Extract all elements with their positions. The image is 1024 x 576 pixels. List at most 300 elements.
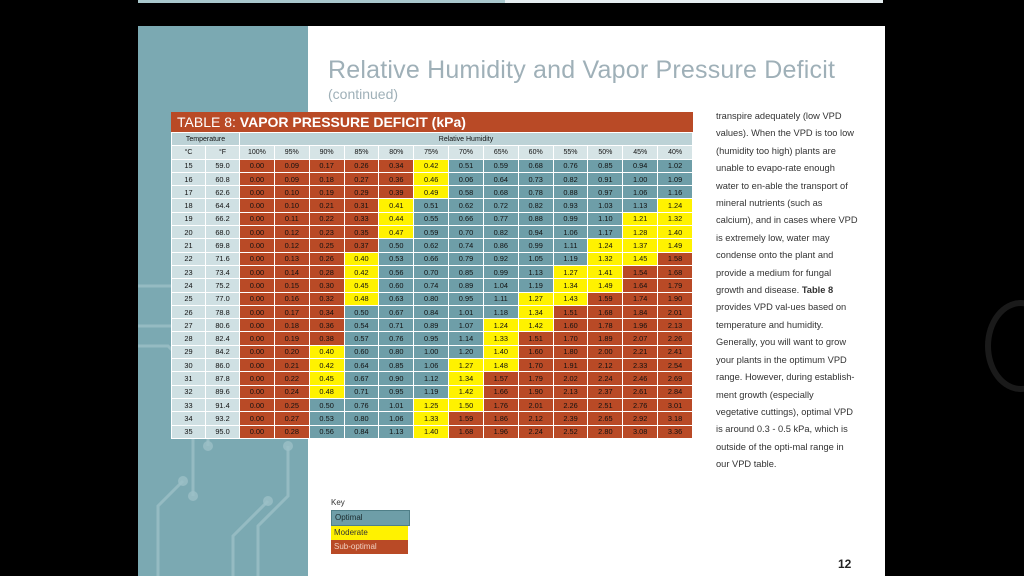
temperature-header: Temperature <box>172 133 240 146</box>
vpd-cell: 1.05 <box>518 252 553 265</box>
vpd-cell: 0.29 <box>344 186 379 199</box>
vpd-cell: 0.62 <box>414 239 449 252</box>
vpd-cell: 1.64 <box>623 279 658 292</box>
vpd-cell: 0.09 <box>274 159 309 172</box>
vpd-cell: 0.16 <box>274 292 309 305</box>
vpd-cell: 0.71 <box>379 319 414 332</box>
temp-celsius-cell: 17 <box>172 186 206 199</box>
vpd-cell: 0.32 <box>309 292 344 305</box>
vpd-cell: 1.78 <box>588 319 623 332</box>
vpd-cell: 0.42 <box>309 359 344 372</box>
vpd-cell: 2.07 <box>623 332 658 345</box>
vpd-cell: 0.28 <box>309 265 344 278</box>
vpd-cell: 0.51 <box>449 159 484 172</box>
vpd-cell: 1.90 <box>518 385 553 398</box>
vpd-cell: 0.00 <box>240 332 275 345</box>
vpd-cell: 2.12 <box>588 359 623 372</box>
vpd-cell: 0.67 <box>344 372 379 385</box>
vpd-cell: 0.56 <box>309 425 344 438</box>
vpd-cell: 1.86 <box>483 412 518 425</box>
temp-celsius-cell: 24 <box>172 279 206 292</box>
vpd-cell: 1.04 <box>483 279 518 292</box>
vpd-cell: 0.11 <box>274 212 309 225</box>
vpd-cell: 0.00 <box>240 398 275 411</box>
vpd-cell: 1.34 <box>449 372 484 385</box>
vpd-cell: 0.00 <box>240 279 275 292</box>
vpd-cell: 0.68 <box>483 186 518 199</box>
temp-celsius-cell: 22 <box>172 252 206 265</box>
vpd-cell: 0.40 <box>344 252 379 265</box>
vpd-cell: 0.89 <box>414 319 449 332</box>
temp-fahrenheit-cell: 73.4 <box>206 265 240 278</box>
vpd-cell: 0.48 <box>344 292 379 305</box>
vpd-cell: 0.94 <box>518 226 553 239</box>
vpd-cell: 0.00 <box>240 292 275 305</box>
vpd-cell: 2.01 <box>658 305 693 318</box>
vpd-cell: 0.12 <box>274 226 309 239</box>
vpd-table-container <box>171 112 693 439</box>
vpd-cell: 0.59 <box>414 226 449 239</box>
vpd-cell: 1.51 <box>553 305 588 318</box>
vpd-cell: 1.00 <box>414 345 449 358</box>
vpd-cell: 0.53 <box>309 412 344 425</box>
vpd-cell: 0.40 <box>309 345 344 358</box>
vpd-cell: 2.02 <box>553 372 588 385</box>
vpd-cell: 1.33 <box>414 412 449 425</box>
vpd-cell: 0.00 <box>240 212 275 225</box>
vpd-cell: 0.18 <box>309 172 344 185</box>
vpd-cell: 0.97 <box>588 186 623 199</box>
vpd-cell: 0.15 <box>274 279 309 292</box>
vpd-cell: 0.34 <box>309 305 344 318</box>
vpd-cell: 1.34 <box>553 279 588 292</box>
vpd-cell: 2.61 <box>623 385 658 398</box>
vpd-cell: 1.80 <box>553 345 588 358</box>
vpd-cell: 0.76 <box>344 398 379 411</box>
vpd-cell: 2.54 <box>658 359 693 372</box>
vpd-cell: 1.27 <box>518 292 553 305</box>
rh-column-header: 50% <box>588 146 623 159</box>
vpd-cell: 0.37 <box>344 239 379 252</box>
vpd-cell: 0.10 <box>274 199 309 212</box>
temp-fahrenheit-cell: 68.0 <box>206 226 240 239</box>
vpd-cell: 1.59 <box>588 292 623 305</box>
vpd-cell: 0.50 <box>344 305 379 318</box>
table-row <box>172 199 693 212</box>
vpd-cell: 0.00 <box>240 412 275 425</box>
table-title-prefix: TABLE 8: <box>177 114 236 130</box>
table-row <box>172 332 693 345</box>
vpd-cell: 1.66 <box>483 385 518 398</box>
vpd-cell: 1.24 <box>483 319 518 332</box>
vpd-cell: 0.89 <box>449 279 484 292</box>
temp-fahrenheit-cell: 82.4 <box>206 332 240 345</box>
body-table-ref: Table 8 <box>801 285 834 296</box>
vpd-cell: 1.50 <box>449 398 484 411</box>
vpd-cell: 2.41 <box>658 345 693 358</box>
table-row <box>172 226 693 239</box>
rh-column-header: 65% <box>483 146 518 159</box>
page-title: Relative Humidity and Vapor Pressure Deficit <box>328 56 836 84</box>
vpd-cell: 0.30 <box>309 279 344 292</box>
vpd-cell: 1.27 <box>553 265 588 278</box>
vpd-cell: 0.14 <box>274 265 309 278</box>
temp-fahrenheit-cell: 59.0 <box>206 159 240 172</box>
temp-celsius-cell: 27 <box>172 319 206 332</box>
vpd-cell: 0.44 <box>379 212 414 225</box>
vpd-cell: 0.60 <box>344 345 379 358</box>
table-row <box>172 385 693 398</box>
vpd-cell: 1.11 <box>483 292 518 305</box>
vpd-cell: 0.82 <box>483 226 518 239</box>
temp-celsius-cell: 26 <box>172 305 206 318</box>
vpd-cell: 0.80 <box>414 292 449 305</box>
vpd-cell: 0.42 <box>414 159 449 172</box>
table-row <box>172 425 693 438</box>
vpd-cell: 1.37 <box>623 239 658 252</box>
vpd-cell: 0.64 <box>344 359 379 372</box>
rh-column-header: 80% <box>379 146 414 159</box>
vpd-cell: 1.68 <box>658 265 693 278</box>
vpd-cell: 0.00 <box>240 172 275 185</box>
vpd-cell: 1.68 <box>449 425 484 438</box>
temp-fahrenheit-cell: 64.4 <box>206 199 240 212</box>
vpd-cell: 1.79 <box>518 372 553 385</box>
vpd-cell: 1.40 <box>414 425 449 438</box>
vpd-cell: 1.79 <box>658 279 693 292</box>
vpd-cell: 1.32 <box>588 252 623 265</box>
vpd-cell: 2.12 <box>518 412 553 425</box>
vpd-cell: 0.18 <box>274 319 309 332</box>
table-row <box>172 292 693 305</box>
rh-column-header: 90% <box>309 146 344 159</box>
body-paragraph-2: provides VPD val-ues based on temperature and humidity. Generally, you will want to grow your plants in the optimum VPD range. However, during establish-ment growth (especially vegetative cuttings), optimal VPD is around 0.3 - 0.5 kPa, which is outside of the opti-mal range in our VPD table. <box>716 302 855 470</box>
vpd-cell: 1.24 <box>588 239 623 252</box>
vpd-cell: 0.47 <box>379 226 414 239</box>
vpd-cell: 0.00 <box>240 425 275 438</box>
temp-fahrenheit-cell: 69.8 <box>206 239 240 252</box>
vpd-cell: 0.74 <box>449 239 484 252</box>
vpd-cell: 1.42 <box>449 385 484 398</box>
vpd-cell: 0.42 <box>344 265 379 278</box>
vpd-cell: 2.21 <box>623 345 658 358</box>
vpd-cell: 1.06 <box>553 226 588 239</box>
vpd-cell: 1.09 <box>658 172 693 185</box>
vpd-cell: 0.00 <box>240 199 275 212</box>
celsius-header: °C <box>172 146 206 159</box>
temp-celsius-cell: 31 <box>172 372 206 385</box>
vpd-cell: 0.79 <box>449 252 484 265</box>
temp-celsius-cell: 18 <box>172 199 206 212</box>
vpd-cell: 0.55 <box>414 212 449 225</box>
vpd-cell: 0.72 <box>483 199 518 212</box>
vpd-cell: 0.76 <box>379 332 414 345</box>
vpd-cell: 0.64 <box>483 172 518 185</box>
temp-celsius-cell: 20 <box>172 226 206 239</box>
vpd-cell: 3.08 <box>623 425 658 438</box>
vpd-cell: 2.65 <box>588 412 623 425</box>
vpd-cell: 0.45 <box>344 279 379 292</box>
vpd-cell: 1.17 <box>588 226 623 239</box>
rh-column-header: 100% <box>240 146 275 159</box>
table-row <box>172 212 693 225</box>
vpd-cell: 0.17 <box>274 305 309 318</box>
vpd-cell: 0.24 <box>274 385 309 398</box>
temp-celsius-cell: 29 <box>172 345 206 358</box>
vpd-cell: 1.96 <box>483 425 518 438</box>
vpd-cell: 0.95 <box>414 332 449 345</box>
vpd-cell: 0.25 <box>309 239 344 252</box>
vpd-cell: 0.78 <box>518 186 553 199</box>
vpd-cell: 1.42 <box>518 319 553 332</box>
vpd-cell: 1.19 <box>553 252 588 265</box>
vpd-cell: 0.99 <box>483 265 518 278</box>
body-text <box>716 108 858 474</box>
vpd-cell: 0.31 <box>344 199 379 212</box>
vpd-cell: 1.28 <box>623 226 658 239</box>
vpd-cell: 1.59 <box>449 412 484 425</box>
vpd-cell: 0.27 <box>274 412 309 425</box>
vpd-cell: 1.20 <box>449 345 484 358</box>
vpd-cell: 0.45 <box>309 372 344 385</box>
vpd-cell: 1.00 <box>623 172 658 185</box>
vpd-cell: 2.84 <box>658 385 693 398</box>
vpd-cell: 1.02 <box>658 159 693 172</box>
vpd-cell: 0.00 <box>240 305 275 318</box>
vpd-cell: 1.91 <box>553 359 588 372</box>
vpd-cell: 0.70 <box>414 265 449 278</box>
vpd-cell: 2.13 <box>553 385 588 398</box>
vpd-cell: 1.25 <box>414 398 449 411</box>
vpd-cell: 0.36 <box>309 319 344 332</box>
body-paragraph-1: transpire adequately (low VPD values). When the VPD is too low (humidity too high) plants are unable to evapo-rate enough water to en-able the transport of mineral nutrients (such as calcium), and in cases where VPD is extremely low, water may condense onto the plant and provide a medium for fungal growth and disease. <box>716 111 858 296</box>
temp-celsius-cell: 30 <box>172 359 206 372</box>
vpd-cell: 0.46 <box>414 172 449 185</box>
vpd-cell: 1.32 <box>658 212 693 225</box>
vpd-cell: 0.22 <box>309 212 344 225</box>
vpd-cell: 3.36 <box>658 425 693 438</box>
vpd-cell: 0.66 <box>414 252 449 265</box>
vpd-cell: 0.80 <box>344 412 379 425</box>
vpd-cell: 1.51 <box>518 332 553 345</box>
vpd-cell: 0.74 <box>414 279 449 292</box>
relative-humidity-header: Relative Humidity <box>240 133 693 146</box>
vpd-cell: 0.80 <box>379 345 414 358</box>
vpd-cell: 0.63 <box>379 292 414 305</box>
vpd-cell: 0.28 <box>274 425 309 438</box>
vpd-cell: 1.49 <box>658 239 693 252</box>
table-row <box>172 305 693 318</box>
vpd-cell: 1.43 <box>553 292 588 305</box>
vpd-cell: 0.23 <box>309 226 344 239</box>
temp-celsius-cell: 15 <box>172 159 206 172</box>
vpd-cell: 1.54 <box>623 265 658 278</box>
vpd-cell: 0.00 <box>240 372 275 385</box>
vpd-cell: 2.26 <box>553 398 588 411</box>
vpd-cell: 2.01 <box>518 398 553 411</box>
vpd-cell: 1.96 <box>623 319 658 332</box>
vpd-cell: 0.36 <box>379 172 414 185</box>
vpd-cell: 3.18 <box>658 412 693 425</box>
table-row <box>172 279 693 292</box>
temp-fahrenheit-cell: 60.8 <box>206 172 240 185</box>
vpd-cell: 0.82 <box>553 172 588 185</box>
vpd-cell: 0.00 <box>240 159 275 172</box>
table-row <box>172 252 693 265</box>
vpd-cell: 2.76 <box>623 398 658 411</box>
table-row <box>172 159 693 172</box>
table-row <box>172 186 693 199</box>
vpd-cell: 1.01 <box>449 305 484 318</box>
vpd-cell: 0.22 <box>274 372 309 385</box>
vpd-cell: 1.60 <box>518 345 553 358</box>
vpd-cell: 0.88 <box>553 186 588 199</box>
rh-column-header: 70% <box>449 146 484 159</box>
vpd-cell: 0.25 <box>274 398 309 411</box>
vpd-cell: 1.60 <box>553 319 588 332</box>
vpd-cell: 0.12 <box>274 239 309 252</box>
table-title-main: VAPOR PRESSURE DEFICIT (kPa) <box>239 114 466 130</box>
rh-column-header: 55% <box>553 146 588 159</box>
vpd-cell: 1.07 <box>449 319 484 332</box>
fahrenheit-header: °F <box>206 146 240 159</box>
vpd-cell: 1.19 <box>414 385 449 398</box>
vpd-cell: 1.13 <box>518 265 553 278</box>
vpd-cell: 0.33 <box>344 212 379 225</box>
rh-column-header: 40% <box>658 146 693 159</box>
table-row <box>172 265 693 278</box>
vpd-cell: 0.19 <box>309 186 344 199</box>
page-subtitle: (continued) <box>328 86 399 102</box>
vpd-cell: 1.24 <box>658 199 693 212</box>
vpd-cell: 1.89 <box>588 332 623 345</box>
vpd-cell: 1.06 <box>623 186 658 199</box>
vpd-cell: 0.56 <box>379 265 414 278</box>
temp-fahrenheit-cell: 95.0 <box>206 425 240 438</box>
vpd-cell: 1.12 <box>414 372 449 385</box>
document-page <box>138 26 885 576</box>
vpd-cell: 0.57 <box>344 332 379 345</box>
vpd-cell: 0.84 <box>414 305 449 318</box>
vpd-cell: 0.50 <box>309 398 344 411</box>
temp-fahrenheit-cell: 91.4 <box>206 398 240 411</box>
key-moderate: Moderate <box>331 526 408 540</box>
vpd-cell: 2.00 <box>588 345 623 358</box>
vpd-cell: 0.59 <box>483 159 518 172</box>
vpd-cell: 2.92 <box>623 412 658 425</box>
vpd-cell: 0.35 <box>344 226 379 239</box>
vpd-cell: 0.00 <box>240 359 275 372</box>
top-edge-bar-light <box>505 0 883 3</box>
vpd-cell: 1.14 <box>449 332 484 345</box>
table-row <box>172 412 693 425</box>
vpd-cell: 0.26 <box>344 159 379 172</box>
vpd-cell: 0.17 <box>309 159 344 172</box>
vpd-cell: 1.58 <box>658 252 693 265</box>
vpd-cell: 1.21 <box>623 212 658 225</box>
temp-fahrenheit-cell: 80.6 <box>206 319 240 332</box>
vpd-cell: 0.76 <box>553 159 588 172</box>
vpd-cell: 2.13 <box>658 319 693 332</box>
vpd-cell: 0.60 <box>379 279 414 292</box>
table-row <box>172 359 693 372</box>
table-row <box>172 345 693 358</box>
vpd-cell: 2.33 <box>623 359 658 372</box>
circle-decoration-icon <box>985 300 1024 392</box>
vpd-cell: 2.52 <box>553 425 588 438</box>
vpd-table <box>171 132 693 439</box>
vpd-cell: 1.40 <box>658 226 693 239</box>
vpd-cell: 2.24 <box>518 425 553 438</box>
vpd-cell: 0.00 <box>240 239 275 252</box>
vpd-cell: 0.49 <box>414 186 449 199</box>
rh-column-header: 60% <box>518 146 553 159</box>
vpd-cell: 0.00 <box>240 265 275 278</box>
vpd-cell: 3.01 <box>658 398 693 411</box>
vpd-cell: 2.39 <box>553 412 588 425</box>
vpd-cell: 0.54 <box>344 319 379 332</box>
temp-fahrenheit-cell: 86.0 <box>206 359 240 372</box>
vpd-cell: 1.74 <box>623 292 658 305</box>
vpd-cell: 0.67 <box>379 305 414 318</box>
vpd-cell: 1.06 <box>414 359 449 372</box>
vpd-cell: 0.90 <box>379 372 414 385</box>
vpd-cell: 1.70 <box>553 332 588 345</box>
temp-celsius-cell: 35 <box>172 425 206 438</box>
rh-column-header: 95% <box>274 146 309 159</box>
vpd-cell: 1.13 <box>379 425 414 438</box>
vpd-cell: 0.21 <box>309 199 344 212</box>
key-title: Key <box>331 498 345 507</box>
vpd-cell: 0.19 <box>274 332 309 345</box>
vpd-cell: 0.27 <box>344 172 379 185</box>
vpd-cell: 2.26 <box>658 332 693 345</box>
temp-celsius-cell: 25 <box>172 292 206 305</box>
vpd-cell: 1.84 <box>623 305 658 318</box>
table-row <box>172 398 693 411</box>
vpd-cell: 0.82 <box>518 199 553 212</box>
page-number: 12 <box>838 557 852 571</box>
vpd-cell: 0.39 <box>379 186 414 199</box>
vpd-cell: 1.48 <box>483 359 518 372</box>
vpd-cell: 0.50 <box>379 239 414 252</box>
temp-celsius-cell: 19 <box>172 212 206 225</box>
table-row <box>172 172 693 185</box>
vpd-cell: 0.20 <box>274 345 309 358</box>
vpd-cell: 2.37 <box>588 385 623 398</box>
vpd-cell: 1.45 <box>623 252 658 265</box>
vpd-cell: 2.69 <box>658 372 693 385</box>
vpd-cell: 1.33 <box>483 332 518 345</box>
vpd-cell: 0.71 <box>344 385 379 398</box>
vpd-cell: 1.16 <box>658 186 693 199</box>
temp-fahrenheit-cell: 77.0 <box>206 292 240 305</box>
table-title <box>171 112 693 132</box>
table-row <box>172 239 693 252</box>
vpd-cell: 1.19 <box>518 279 553 292</box>
vpd-cell: 0.86 <box>483 239 518 252</box>
rh-column-header: 85% <box>344 146 379 159</box>
vpd-cell: 0.34 <box>379 159 414 172</box>
key-suboptimal: Sub-optimal <box>331 540 408 554</box>
vpd-cell: 0.09 <box>274 172 309 185</box>
vpd-cell: 1.06 <box>379 412 414 425</box>
vpd-cell: 0.48 <box>309 385 344 398</box>
vpd-cell: 0.62 <box>449 199 484 212</box>
vpd-cell: 0.85 <box>588 159 623 172</box>
vpd-cell: 0.00 <box>240 226 275 239</box>
temp-celsius-cell: 32 <box>172 385 206 398</box>
